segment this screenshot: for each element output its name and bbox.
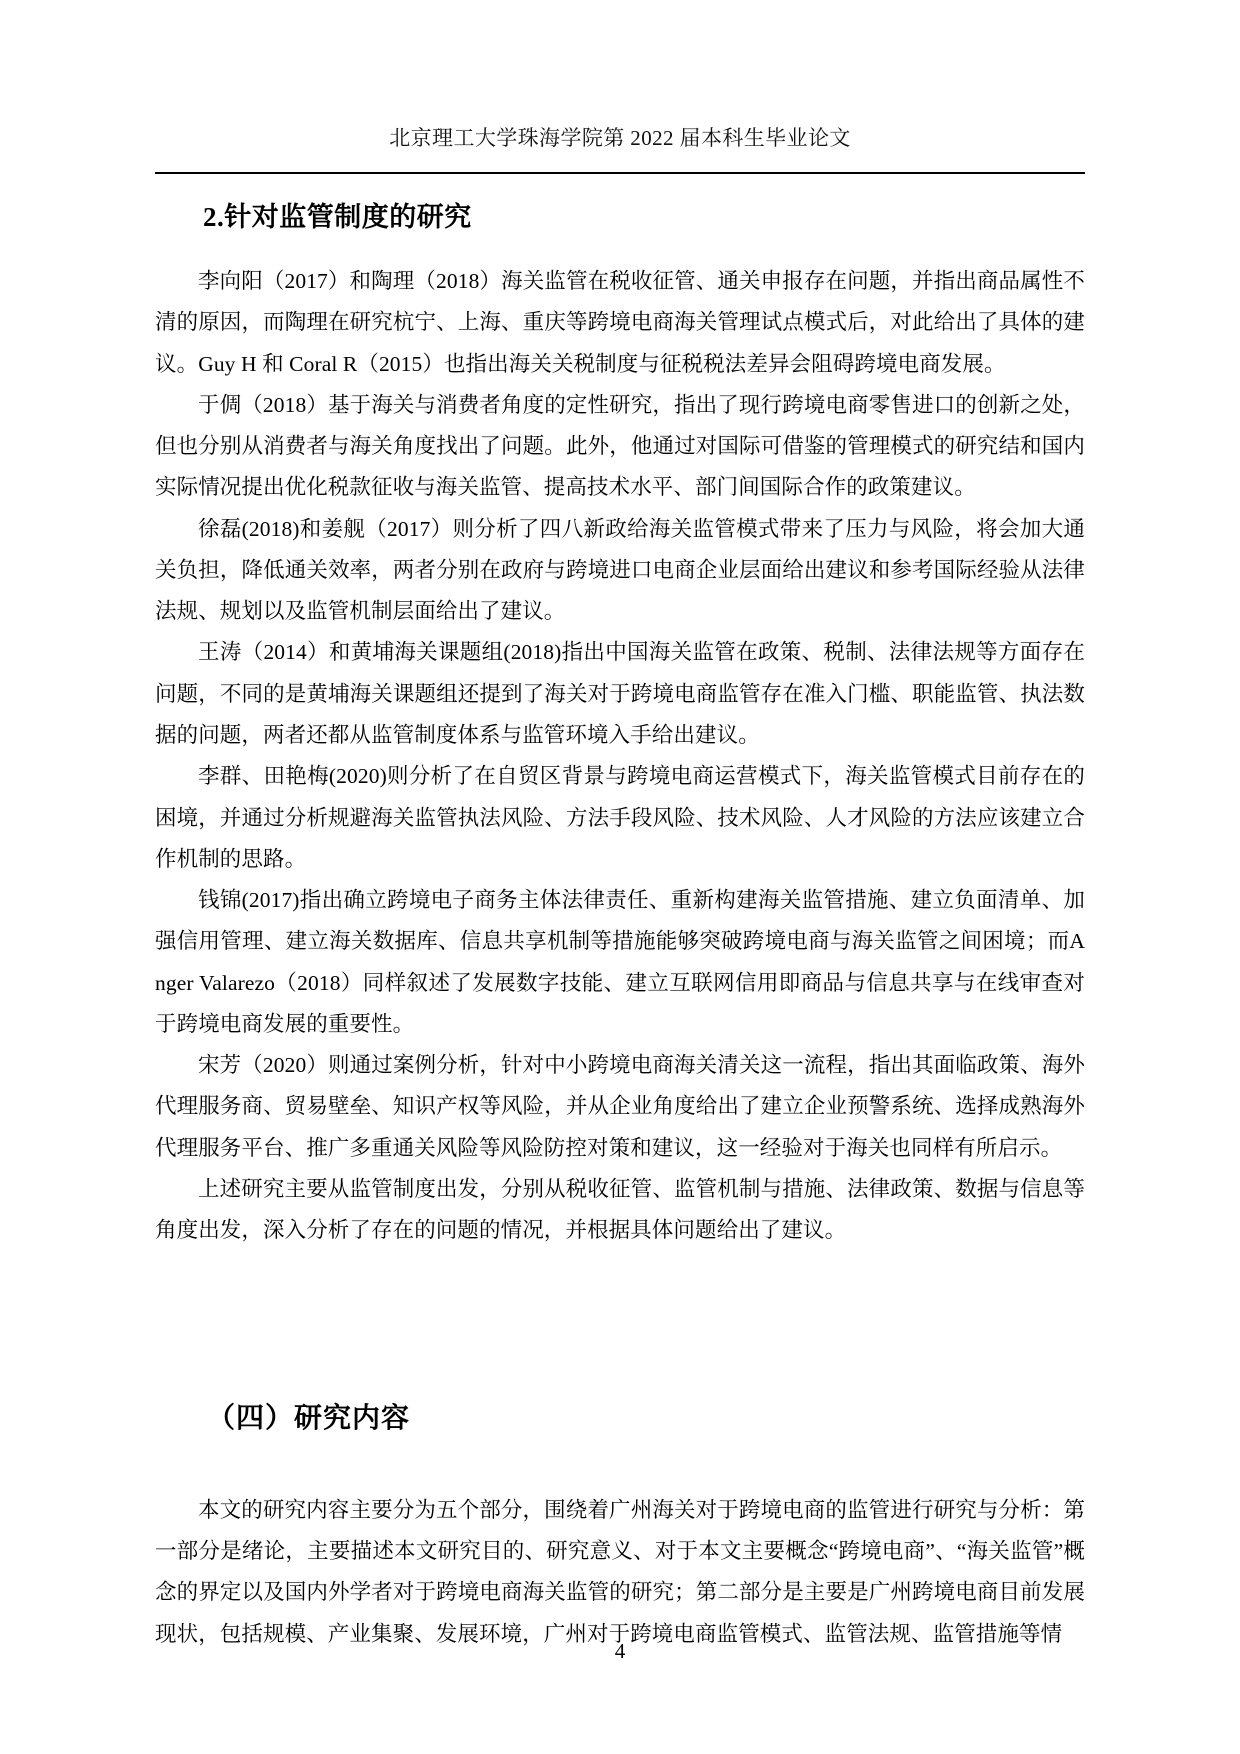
page-content-area [155, 0, 1085, 1754]
paragraph: 徐磊(2018)和姜舰（2017）则分析了四八新政给海关监管模式带来了压力与风险，将会加大通关负担，降低通关效率，两者分别在政府与跨境进口电商企业层面给出建议和参考国际经验从法律法规、规划以及监管机制层面给出了建议。 [155, 516, 1085, 624]
section-heading-research-content: （四）研究内容 [207, 1403, 411, 1435]
section-heading-regulatory-research: 2.针对监管制度的研究 [203, 202, 472, 232]
section-spacer [155, 1251, 1085, 1401]
running-head: 北京理工大学珠海学院第 2022 届本科生毕业论文 [389, 126, 851, 150]
paragraph: 李群、田艳梅(2020)则分析了在自贸区背景与跨境电商运营模式下，海关监管模式目前存在的困境，并通过分析规避海关监管执法风险、方法手段风险、技术风险、人才风险的方法应该建立合作机制的思路。 [155, 764, 1085, 871]
paragraph: 钱锦(2017)指出确立跨境电子商务主体法律责任、重新构建海关监管措施、建立负面清单、加强信用管理、建立海关数据库、信息共享机制等措施能够突破跨境电商与海关监管之间困境；而Anger Valarezo（2018）同样叙述了发展数字技能、建立互联网信用即商品与信息共享与在线审查对于跨境电商发展的重要性。 [155, 888, 1085, 1036]
header-divider [155, 172, 1085, 174]
paragraph: 宋芳（2020）则通过案例分析，针对中小跨境电商海关清关这一流程，指出其面临政策、海外代理服务商、贸易壁垒、知识产权等风险，并从企业角度给出了建立企业预警系统、选择成熟海外代理服务平台、推广多重通关风险等风险防控对策和建议，这一经验对于海关也同样有所启示。 [155, 1053, 1085, 1160]
paragraph: 上述研究主要从监管制度出发，分别从税收征管、监管机制与措施、法律政策、数据与信息等角度出发，深入分析了存在的问题的情况，并根据具体问题给出了建议。 [155, 1176, 1085, 1243]
page-number: 4 [614, 1639, 626, 1663]
paragraph: 本文的研究内容主要分为五个部分，围绕着广州海关对于跨境电商的监管进行研究与分析：第一部分是绪论，主要描述本文研究目的、研究意义、对于本文主要概念“跨境电商”、“海关监管”概念的界定以及国内外学者对于跨境电商海关监管的研究；第二部分是主要是广州跨境电商目前发展现状，包括规模、产业集聚、发展环境，广州对于跨境电商监管模式、监管法规、监管措施等情 [155, 1497, 1085, 1646]
paragraph: 于倜（2018）基于海关与消费者角度的定性研究，指出了现行跨境电商零售进口的创新之处，但也分别从消费者与海关角度找出了问题。此外，他通过对国际可借鉴的管理模式的研究结和国内实际情况提出优化税款征收与海关监管、提高技术水平、部门间国际合作的政策建议。 [155, 392, 1085, 500]
paragraph: 王涛（2014）和黄埔海关课题组(2018)指出中国海关监管在政策、税制、法律法规等方面存在问题，不同的是黄埔海关课题组还提到了海关对于跨境电商监管存在准入门槛、职能监管、执法数据的问题，两者还都从监管制度体系与监管环境入手给出建议。 [155, 640, 1085, 748]
paragraph: 李向阳（2017）和陶理（2018）海关监管在税收征管、通关申报存在问题，并指出商品属性不清的原因，而陶理在研究杭宁、上海、重庆等跨境电商海关管理试点模式后，对此给出了具体的建议。Guy H 和 Coral R（2015）也指出海关关税制度与征税税法差异会阻碍跨境电商发展。 [155, 269, 1085, 376]
heading-spacer [155, 1438, 1085, 1490]
section-body-research-content [155, 1490, 1085, 1655]
section-body-regulatory-research [155, 261, 1085, 1251]
